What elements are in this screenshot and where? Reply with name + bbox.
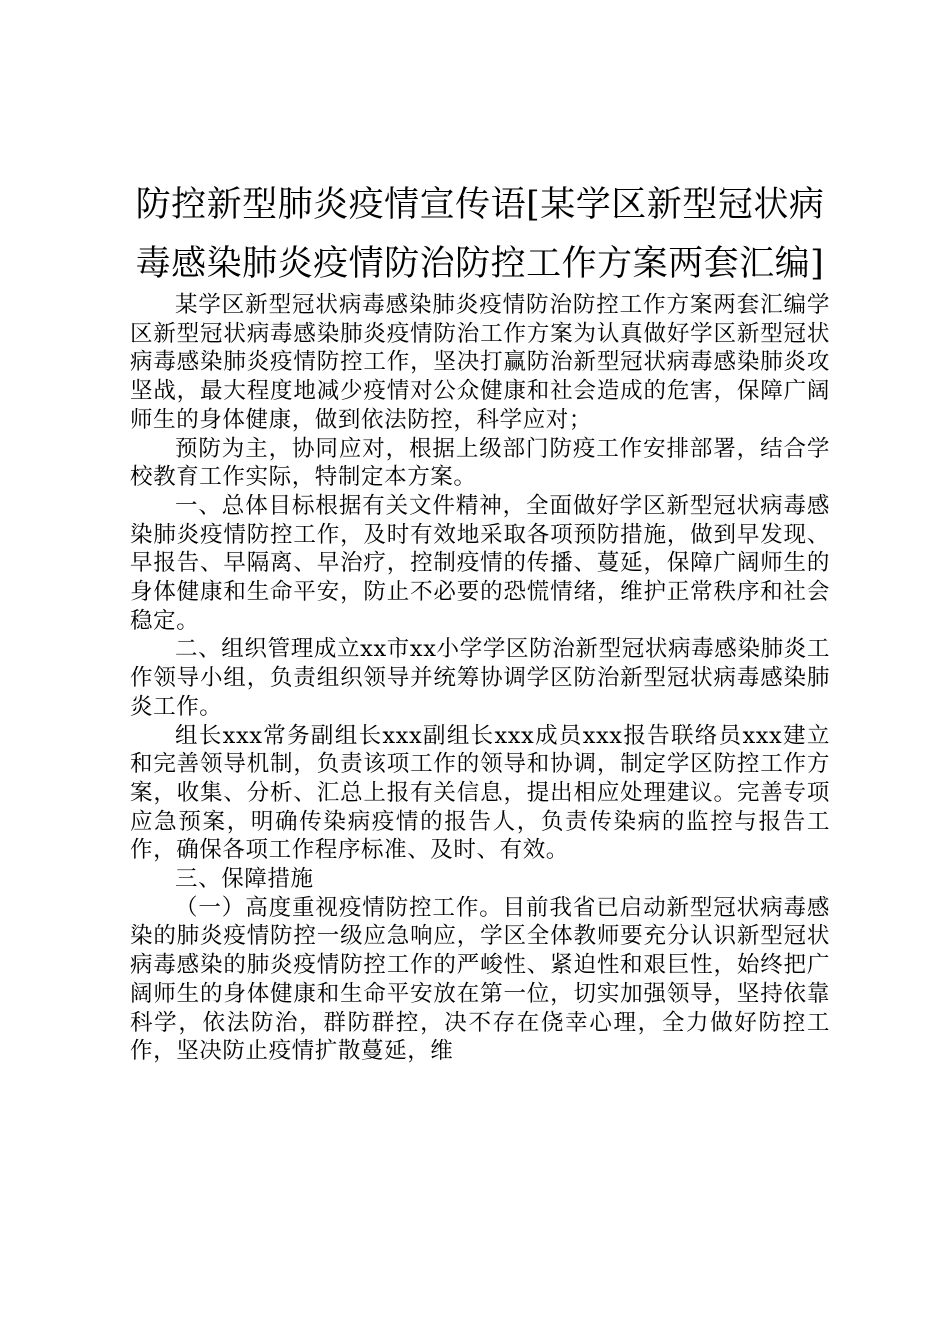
paragraph-principle: 预防为主，协同应对，根据上级部门防疫工作安排部署，结合学校教育工作实际，特制定本方案。 <box>130 435 830 491</box>
paragraph-intro: 某学区新型冠状病毒感染肺炎疫情防治防控工作方案两套汇编学区新型冠状病毒感染肺炎疫情防治工作方案为认真做好学区新型冠状病毒感染肺炎疫情防控工作，坚决打赢防治新型冠状病毒感染肺炎攻坚战，最大程度地减少疫情对公众健康和社会造成的危害，保障广阔师生的身体健康，做到依法防控，科学应对； <box>130 292 830 433</box>
title-line-1: 防控新型肺炎疫情宣传语[某学区新型冠状病 <box>135 185 825 225</box>
paragraph-team-members: 组长xxx常务副组长xxx副组长xxx成员xxx报告联络员xxx建立和完善领导机制，负责该项工作的领导和协调，制定学区防控工作方案，收集、分析、汇总上报有关信息，提出相应处理建议。完善专项应急预案，明确传染病疫情的报告人，负责传染病的监控与报告工作，确保各项工作程序标准、及时、有效。 <box>130 722 830 864</box>
title-line-2: 毒感染肺炎疫情防治防控工作方案两套汇编] <box>135 244 825 284</box>
paragraph-section-1-goal: 一、总体目标根据有关文件精神，全面做好学区新型冠状病毒感染肺炎疫情防控工作，及时有效地采取各项预防措施，做到早发现、早报告、早隔离、早治疗，控制疫情的传播、蔓延，保障广阔师生的身体健康和生命平安，防止不必要的恐慌情绪，维护正常秩序和社会稳定。 <box>130 492 830 634</box>
paragraph-section-3-heading: 三、保障措施 <box>175 866 314 893</box>
paragraph-measure-1: （一）高度重视疫情防控工作。目前我省已启动新型冠状病毒感染的肺炎疫情防控一级应急响应，学区全体教师要充分认识新型冠状病毒感染的肺炎疫情防控工作的严峻性、紧迫性和艰巨性，始终把广阔师生的身体健康和生命平安放在第一位，切实加强领导，坚持依靠科学，依法防治，群防群控，决不存在侥幸心理，全力做好防控工作，坚决防止疫情扩散蔓延，维 <box>130 894 830 1065</box>
document-title <box>130 176 830 294</box>
document-body <box>130 291 830 1066</box>
paragraph-section-2-organization: 二、组织管理成立xx市xx小学学区防治新型冠状病毒感染肺炎工作领导小组，负责组织领导并统筹协调学区防治新型冠状病毒感染肺炎工作。 <box>130 636 830 720</box>
